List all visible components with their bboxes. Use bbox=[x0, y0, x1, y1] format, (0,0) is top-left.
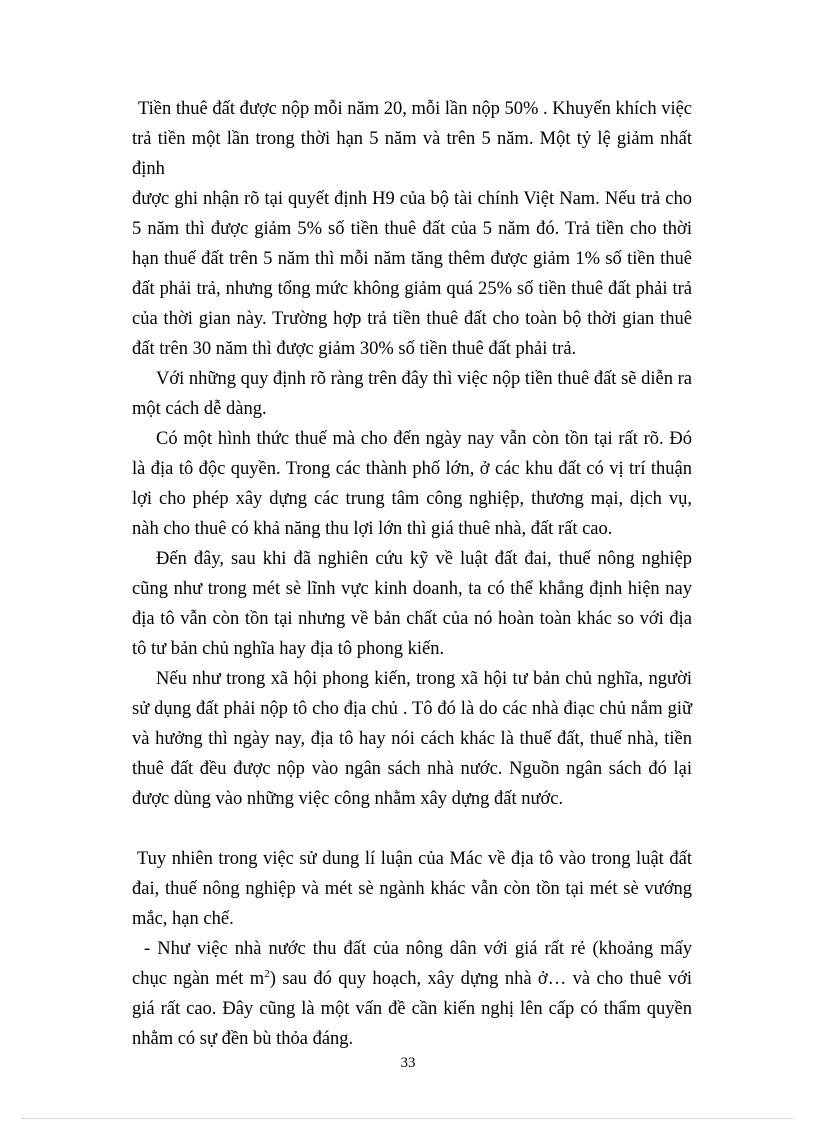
superscript-2: 2 bbox=[264, 967, 270, 980]
page-number: 33 bbox=[400, 1055, 416, 1071]
paragraph-4: Đến đây, sau khi đã nghiên cứu kỹ về luật đất đai, thuế nông nghiệp cũng như trong mét sè lĩnh vực kinh doanh, ta có thể khẳng định hiện nay địa tô vẫn còn tồn tại nhưng về bản chất của nó hoàn toàn khác so với địa tô tư bản chủ nghĩa hay địa tô phong kiến. bbox=[132, 549, 692, 659]
paragraph-2: Với những quy định rõ ràng trên đây thì việc nộp tiền thuê đất sẽ diễn ra một cách dễ dàng. bbox=[132, 369, 692, 419]
footer-divider bbox=[22, 1118, 794, 1119]
paragraph-gap bbox=[132, 814, 692, 844]
paragraph-5: Nếu như trong xã hội phong kiến, trong xã hội tư bản chủ nghĩa, người sử dụng đất phải nộp tô cho địa chủ . Tô đó là do các nhà điạc chủ nắm giữ và hưởng thì ngày nay, địa tô hay nói cách khác là thuế đất, thuế nhà, tiền thuê đất đều được nộp vào ngân sách nhà nước. Nguồn ngân sách đó lại được dùng vào những việc công nhằm xây dựng đất nước. bbox=[132, 669, 692, 809]
body-text bbox=[132, 94, 692, 1054]
paragraph-6: Tuy nhiên trong việc sử dung lí luận của Mác về địa tô vào trong luật đất đai, thuế nông nghiệp và mét sè ngành khác vẫn còn tồn tại mét sè vướng mắc, hạn chế. bbox=[132, 849, 692, 929]
paragraph-1a: Tiền thuê đất được nộp mỗi năm 20, mỗi lần nộp 50% . Khuyến khích việc trả tiền một lần trong thời hạn 5 năm và trên 5 năm. Một tỷ lệ giảm nhất định bbox=[132, 99, 693, 179]
paragraph-7-part-b: ) sau đó quy hoạch, xây dựng nhà ở… và cho thuê với giá rất cao. Đây cũng là một vấn đề cần kiến nghị lên cấp có thẩm quyền nhằm có sự đền bù thỏa đáng. bbox=[132, 969, 692, 1049]
paragraph-1b: được ghi nhận rõ tại quyết định H9 của bộ tài chính Việt Nam. Nếu trả cho 5 năm thì được giảm 5% số tiền thuê đất của 5 năm đó. Trả tiền cho thời hạn thuế đất trên 5 năm thì mỗi năm tăng thêm được giảm 1% số tiền thuê đất phải trả, nhưng tổng mức không giảm quá 25% số tiền thuê đất phải trả của thời gian này. Trường hợp trả tiền thuê đất cho toàn bộ thời gian thuê đất trên 30 năm thì được giảm 30% số tiền thuê đất phải trả. bbox=[132, 189, 692, 359]
paragraph-7 bbox=[132, 934, 692, 1054]
paragraph-3: Có một hình thức thuế mà cho đến ngày nay vẫn còn tồn tại rất rõ. Đó là địa tô độc quyền. Trong các thành phố lớn, ở các khu đất có vị trí thuận lợi cho phép xây dựng các trung tâm công nghiệp, thương mại, dịch vụ, nàh cho thuê có khả năng thu lợi lớn thì giá thuê nhà, đất rất cao. bbox=[132, 429, 692, 539]
paragraph-7-part-a: - Như việc nhà nước thu đất của nông dân với giá rất rẻ (khoảng mấy chục ngàn mét m bbox=[132, 939, 692, 989]
